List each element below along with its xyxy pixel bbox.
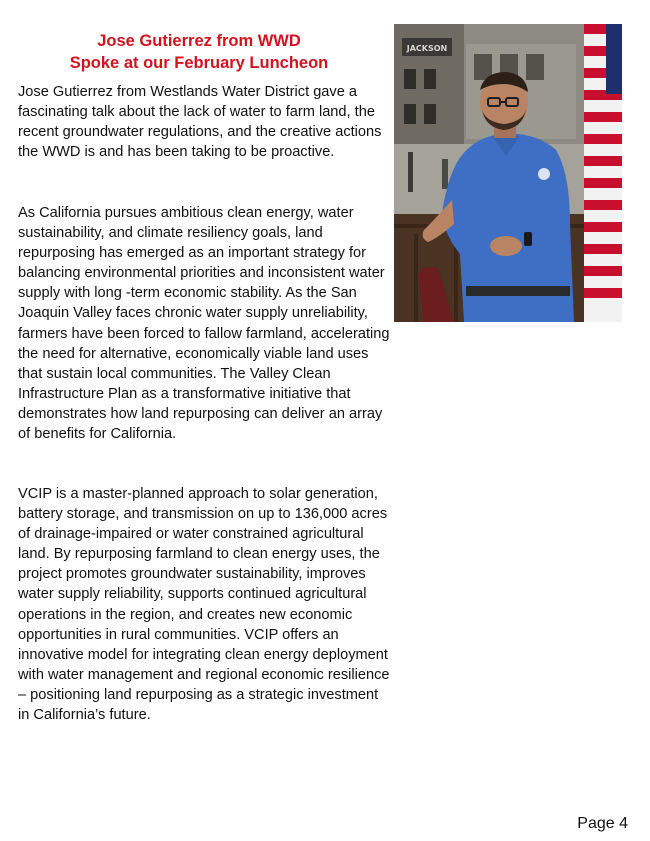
- title-line-2: Spoke at our February Luncheon: [69, 54, 329, 72]
- intro-paragraph: Jose Gutierrez from Westlands Water District gave a fascinating talk about the lack of water to farm land, the recent groundwater regulations, and the creative actions the WWD is and has been taking to be proactive.: [18, 84, 382, 161]
- article-title: [18, 30, 380, 74]
- title-line-1: Jose Gutierrez from WWD: [97, 32, 301, 50]
- mural-sign: JACKSON: [406, 44, 448, 53]
- page-number: Page 4: [577, 815, 628, 832]
- body-paragraph: As California pursues ambitious clean energy, water sustainability, and climate resiliency goals, land repurposing has emerged as an important strategy for balancing environmental priorities and inconsistent water supply with long -term economic stability. As the San Joaquin Valley faces chronic water supply unreliability, farmers have been forced to fallow farmland, accelerating the need for alternative, economically viable land uses that sustain local communities. The Valley Clean Infrastructure Plan as a transformative initiative that demonstrates how land repurposing can deliver an array of benefits for California.: [18, 205, 390, 443]
- american-flag: [584, 24, 622, 322]
- speaker-photo: [394, 24, 622, 322]
- vcip-paragraph: VCIP is a master-planned approach to solar generation, battery storage, and transmission on up to 136,000 acres of drainage-impaired or water constrained agricultural land. By repurposing farmland to clean energy uses, the project promotes groundwater sustainability, improves water supply reliability, supports continued agricultural operations in the region, and creates new economic opportunities in rural communities. VCIP offers an innovative model for integrating clean energy deployment with water management and regional economic resilience – positioning land repurposing as a strategic investment in California’s future.: [18, 486, 390, 724]
